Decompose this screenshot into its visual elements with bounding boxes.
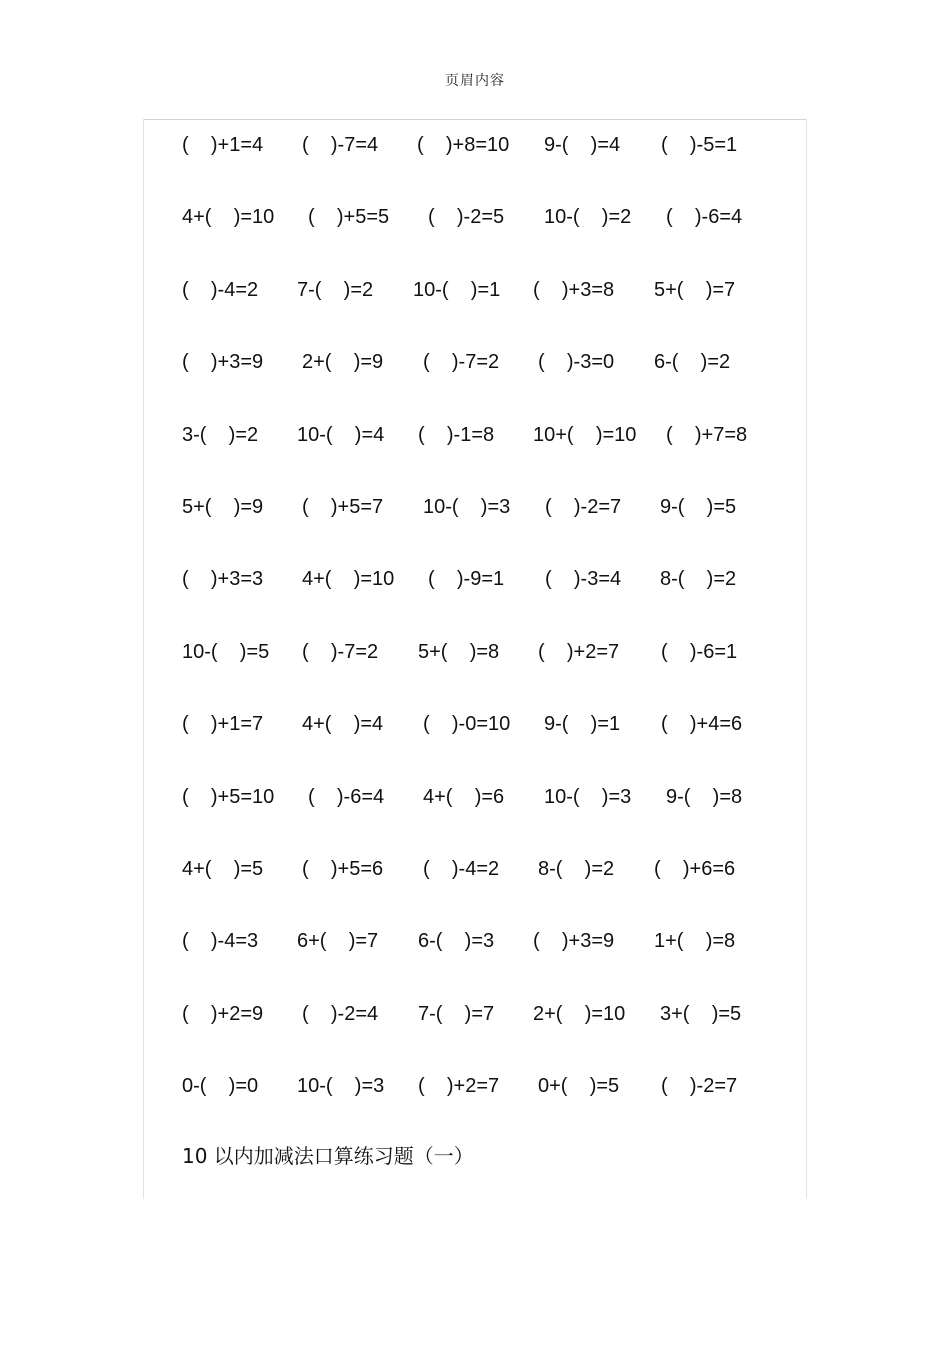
math-problem: ( )+4=6 [661, 713, 743, 736]
problem-row [0, 277, 950, 349]
problem-row [0, 1073, 950, 1145]
math-problem: 7-( )=2 [297, 278, 374, 301]
problem-row [0, 204, 950, 276]
math-problem: 10-( )=3 [423, 495, 511, 518]
math-problem: ( )-6=4 [308, 785, 385, 808]
math-problem: 4+( )=4 [302, 713, 384, 736]
math-problem: ( )-2=4 [302, 1002, 379, 1025]
math-problem: 0+( )=5 [538, 1075, 620, 1098]
math-problem: 10-( )=4 [297, 423, 385, 446]
math-problem: 10-( )=1 [413, 278, 501, 301]
math-problem: 3+( )=5 [660, 1002, 742, 1025]
math-problem: ( )-4=3 [182, 930, 259, 953]
math-problem: 10-( )=3 [544, 785, 632, 808]
math-problem: 8-( )=2 [660, 568, 737, 591]
math-problem: 5+( )=7 [654, 278, 736, 301]
math-problem: ( )-6=4 [666, 206, 743, 229]
math-problem: 9-( )=4 [544, 134, 621, 156]
math-problem: ( )+3=9 [182, 351, 264, 374]
problem-row [0, 566, 950, 638]
math-problem: ( )+2=7 [538, 640, 620, 663]
math-problem: 8-( )=2 [538, 857, 615, 880]
math-problem: ( )-3=0 [538, 351, 615, 374]
math-problem: ( )-4=2 [423, 857, 500, 880]
math-problem: ( )-2=7 [661, 1075, 738, 1098]
problem-row [0, 784, 950, 856]
math-problem: ( )+3=9 [533, 930, 615, 953]
math-problem: 1+( )=8 [654, 930, 736, 953]
math-problem: ( )+1=7 [182, 713, 264, 736]
math-problem: ( )+8=10 [417, 134, 510, 156]
math-problem: ( )+3=8 [533, 278, 615, 301]
math-problem: ( )-2=5 [428, 206, 505, 229]
page-header: 页眉内容 [445, 72, 505, 88]
math-problem: 10-( )=5 [182, 640, 270, 663]
problem-row [0, 132, 950, 204]
worksheet-problems [0, 132, 950, 1145]
math-problem: ( )-7=2 [423, 351, 500, 374]
math-problem: ( )-7=2 [302, 640, 379, 663]
problem-row [0, 349, 950, 421]
math-problem: 7-( )=7 [418, 1002, 495, 1025]
math-problem: ( )-5=1 [661, 134, 738, 156]
problem-row [0, 928, 950, 1000]
math-problem: 9-( )=5 [660, 495, 737, 518]
math-problem: 4+( )=5 [182, 857, 264, 880]
math-problem: ( )-4=2 [182, 278, 259, 301]
problem-row [0, 856, 950, 928]
math-problem: 10-( )=2 [544, 206, 632, 229]
math-problem: ( )+5=10 [182, 785, 275, 808]
math-problem: 3-( )=2 [182, 423, 259, 446]
math-problem: 2+( )=9 [302, 351, 384, 374]
math-problem: ( )-0=10 [423, 713, 511, 736]
problem-row [0, 639, 950, 711]
frame-top-border [143, 119, 807, 120]
math-problem: ( )-3=4 [545, 568, 622, 591]
math-problem: ( )-2=7 [545, 495, 622, 518]
math-problem: 10-( )=3 [297, 1075, 385, 1098]
math-problem: ( )+7=8 [666, 423, 748, 446]
math-problem: 4+( )=6 [423, 785, 505, 808]
math-problem: ( )-7=4 [302, 134, 379, 156]
math-problem: ( )+5=5 [308, 206, 390, 229]
math-problem: ( )-1=8 [418, 423, 495, 446]
math-problem: 4+( )=10 [182, 206, 275, 229]
math-problem: ( )+3=3 [182, 568, 264, 591]
math-problem: 5+( )=9 [182, 495, 264, 518]
problem-row [0, 422, 950, 494]
math-problem: ( )-6=1 [661, 640, 738, 663]
math-problem: ( )+5=7 [302, 495, 384, 518]
math-problem: 2+( )=10 [533, 1002, 626, 1025]
math-problem: 6+( )=7 [297, 930, 379, 953]
math-problem: ( )+2=7 [418, 1075, 500, 1098]
math-problem: 5+( )=8 [418, 640, 500, 663]
math-problem: 6-( )=3 [418, 930, 495, 953]
worksheet-title: 10 以内加减法口算练习题（一） [182, 1144, 474, 1168]
math-problem: 6-( )=2 [654, 351, 731, 374]
math-problem: ( )+2=9 [182, 1002, 264, 1025]
math-problem: 4+( )=10 [302, 568, 395, 591]
problem-row [0, 494, 950, 566]
math-problem: 10+( )=10 [533, 423, 637, 446]
math-problem: ( )-9=1 [428, 568, 505, 591]
math-problem: 9-( )=1 [544, 713, 621, 736]
math-problem: 9-( )=8 [666, 785, 743, 808]
math-problem: ( )+5=6 [302, 857, 384, 880]
math-problem: ( )+6=6 [654, 857, 736, 880]
problem-row [0, 1001, 950, 1073]
problem-row [0, 711, 950, 783]
math-problem: 0-( )=0 [182, 1075, 259, 1098]
math-problem: ( )+1=4 [182, 134, 264, 156]
